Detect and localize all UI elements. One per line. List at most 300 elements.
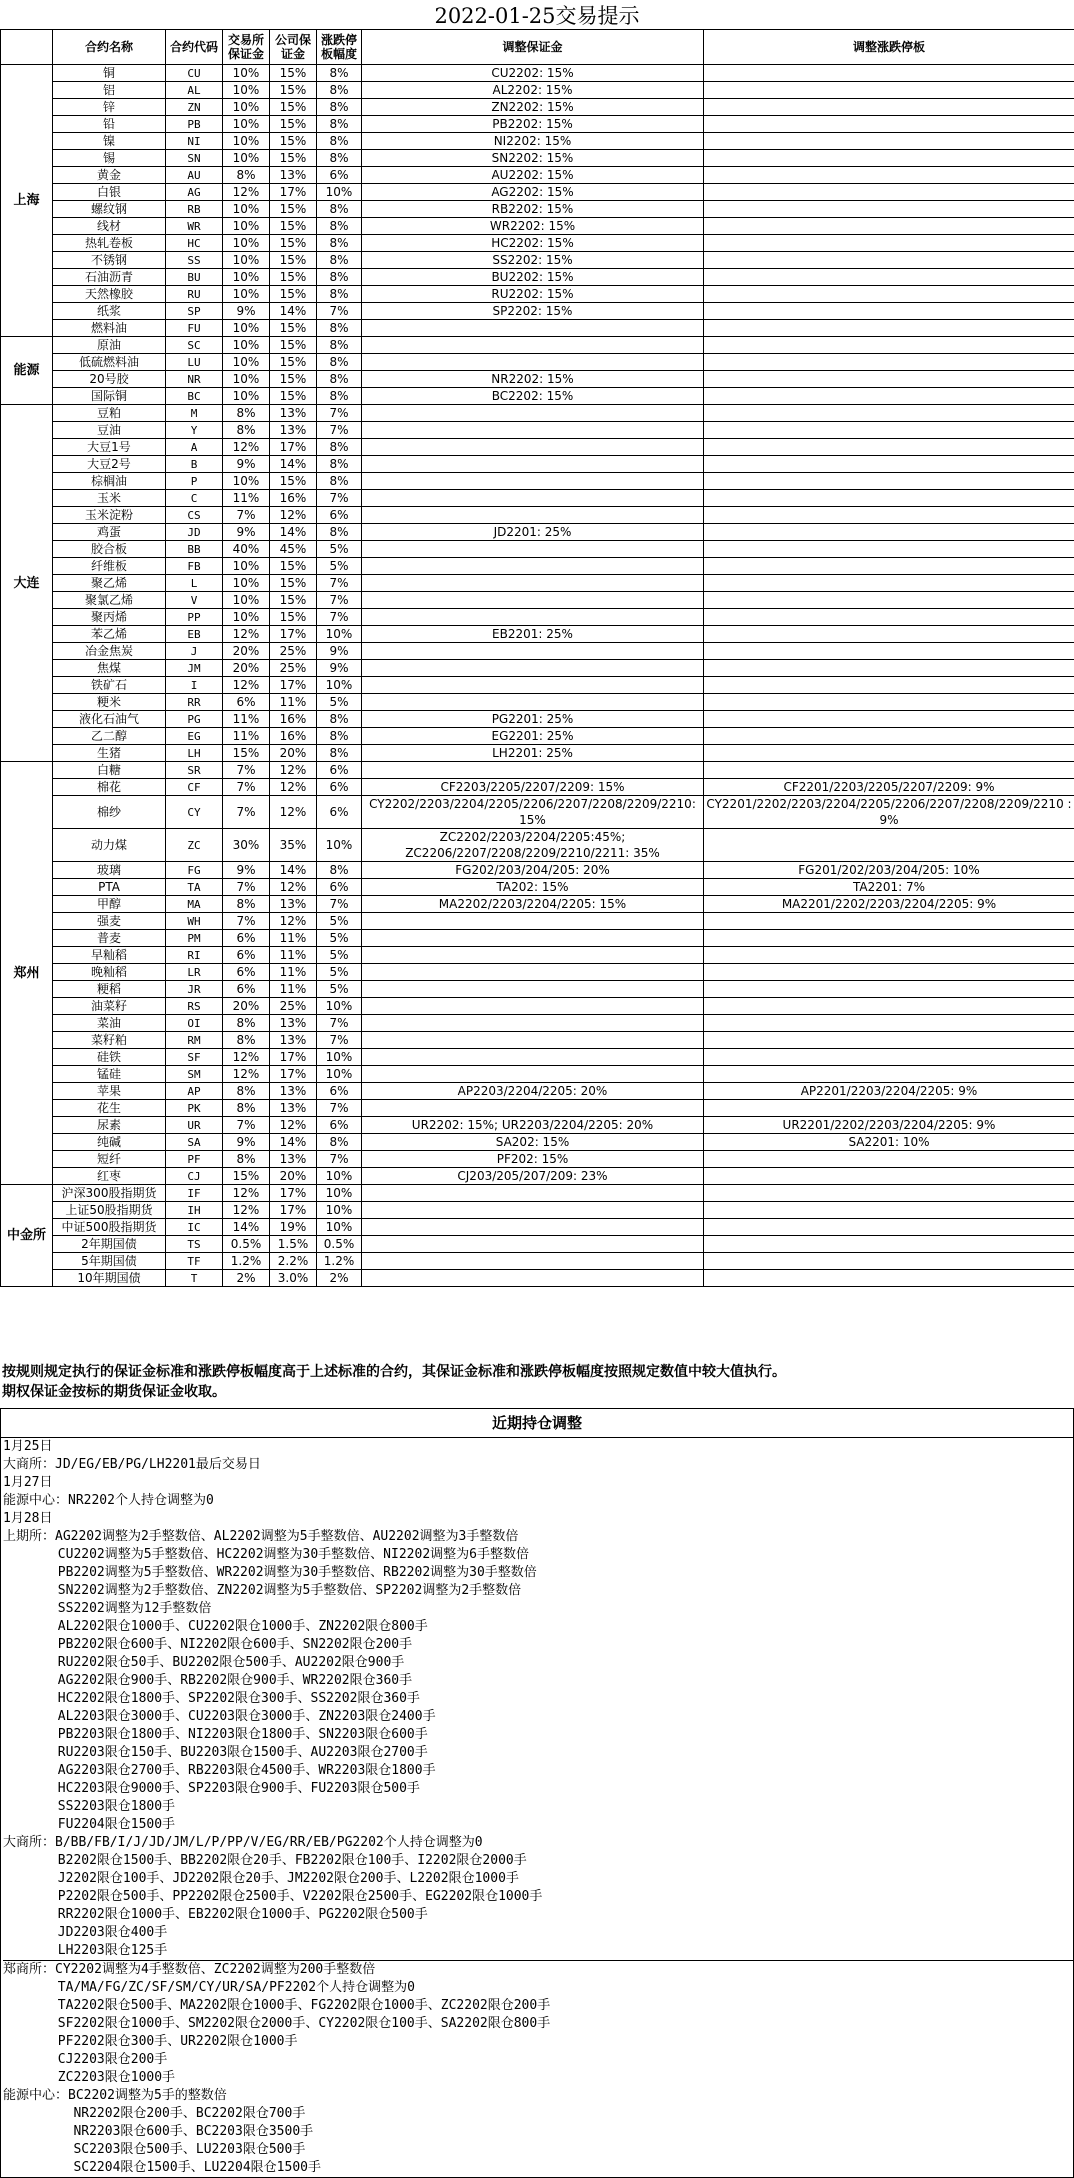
table-header-row <box>1 30 1074 65</box>
price-limit: 7% <box>317 422 362 439</box>
adjust-margin <box>362 998 704 1015</box>
contract-name: 天然橡胶 <box>53 286 166 303</box>
adjust-limit <box>704 964 1074 981</box>
adjust-limit <box>704 660 1074 677</box>
adjust-limit <box>704 694 1074 711</box>
contract-name: 大豆1号 <box>53 439 166 456</box>
table-row <box>1 728 1074 745</box>
exchange-margin: 7% <box>223 913 270 930</box>
table-row <box>1 371 1074 388</box>
table-row <box>1 643 1074 660</box>
contract-code: OI <box>166 1015 223 1032</box>
adjust-limit: CF2201/2203/2205/2207/2209: 9% <box>704 779 1074 796</box>
recent-line: HC2202限仓1800手、SP2202限仓300手、SS2202限仓360手 <box>3 1691 420 1706</box>
price-limit: 5% <box>317 541 362 558</box>
table-row <box>1 1032 1074 1049</box>
adjust-margin <box>362 677 704 694</box>
recent-section-title: 近期持仓调整 <box>1 1409 1073 1438</box>
recent-line: J2202限仓100手、JD2202限仓20手、JM2202限仓200手、L2202限仓1000手 <box>3 1871 519 1886</box>
adjust-margin <box>362 609 704 626</box>
adjust-margin: CJ203/205/207/209: 23% <box>362 1168 704 1185</box>
contract-code: SN <box>166 150 223 167</box>
price-limit: 8% <box>317 456 362 473</box>
adjust-limit <box>704 829 1074 862</box>
adjust-limit <box>704 82 1074 99</box>
adjust-margin: BU2202: 15% <box>362 269 704 286</box>
exchange-margin: 12% <box>223 184 270 201</box>
contract-code: RI <box>166 947 223 964</box>
adjust-margin <box>362 1219 704 1236</box>
adjust-margin: WR2202: 15% <box>362 218 704 235</box>
company-margin: 12% <box>270 879 317 896</box>
table-row <box>1 879 1074 896</box>
header-exchange-margin: 交易所保证金 <box>223 30 270 65</box>
price-limit: 8% <box>317 473 362 490</box>
adjust-margin <box>362 422 704 439</box>
adjust-margin <box>362 1185 704 1202</box>
exchange-margin: 15% <box>223 745 270 762</box>
price-limit: 8% <box>317 150 362 167</box>
recent-line: PF2202限仓300手、UR2202限仓1000手 <box>3 2034 298 2049</box>
recent-line: SN2202调整为2手整数倍、ZN2202调整为5手整数倍、SP2202调整为2手整数倍 <box>3 1583 522 1598</box>
recent-line: SC2204限仓1500手、LU2204限仓1500手 <box>3 2160 321 2175</box>
contract-code: B <box>166 456 223 473</box>
price-limit: 8% <box>317 99 362 116</box>
contract-code: NR <box>166 371 223 388</box>
table-row <box>1 1236 1074 1253</box>
table-row <box>1 388 1074 405</box>
contract-code: IH <box>166 1202 223 1219</box>
adjust-limit <box>704 490 1074 507</box>
recent-line: B2202限仓1500手、BB2202限仓20手、FB2202限仓100手、I2202限仓2000手 <box>3 1853 527 1868</box>
exchange-margin: 10% <box>223 354 270 371</box>
recent-line: LH2203限仓125手 <box>3 1943 168 1958</box>
contract-name: 5年期国债 <box>53 1253 166 1270</box>
table-row <box>1 1066 1074 1083</box>
exchange-margin: 10% <box>223 388 270 405</box>
exchange-margin: 10% <box>223 371 270 388</box>
table-row <box>1 167 1074 184</box>
contract-name: 石油沥青 <box>53 269 166 286</box>
contract-code: FU <box>166 320 223 337</box>
table-row <box>1 252 1074 269</box>
table-row <box>1 405 1074 422</box>
contract-name: 硅铁 <box>53 1049 166 1066</box>
contract-name: 铅 <box>53 116 166 133</box>
adjust-limit: MA2201/2202/2203/2204/2205: 9% <box>704 896 1074 913</box>
contract-code: BC <box>166 388 223 405</box>
table-row <box>1 694 1074 711</box>
adjust-limit <box>704 1015 1074 1032</box>
adjust-limit <box>704 1185 1074 1202</box>
price-limit: 5% <box>317 558 362 575</box>
adjust-margin: AL2202: 15% <box>362 82 704 99</box>
contract-name: 中证500股指期货 <box>53 1219 166 1236</box>
exchange-margin: 10% <box>223 558 270 575</box>
company-margin: 17% <box>270 1066 317 1083</box>
contract-name: 早籼稻 <box>53 947 166 964</box>
price-limit: 9% <box>317 643 362 660</box>
contract-code: CY <box>166 796 223 829</box>
contract-name: 苯乙烯 <box>53 626 166 643</box>
contract-name: 热轧卷板 <box>53 235 166 252</box>
adjust-margin: AU2202: 15% <box>362 167 704 184</box>
company-margin: 15% <box>270 201 317 218</box>
price-limit: 5% <box>317 694 362 711</box>
adjust-limit <box>704 150 1074 167</box>
company-margin: 1.5% <box>270 1236 317 1253</box>
contract-name: 甲醇 <box>53 896 166 913</box>
exchange-margin: 10% <box>223 473 270 490</box>
contract-name: 锰硅 <box>53 1066 166 1083</box>
exchange-margin: 10% <box>223 252 270 269</box>
adjust-margin <box>362 762 704 779</box>
company-margin: 15% <box>270 218 317 235</box>
company-margin: 13% <box>270 167 317 184</box>
exchange-margin: 6% <box>223 964 270 981</box>
contract-name: 菜油 <box>53 1015 166 1032</box>
adjust-margin <box>362 947 704 964</box>
exchange-margin: 8% <box>223 1100 270 1117</box>
company-margin: 14% <box>270 862 317 879</box>
exchange-margin: 12% <box>223 1202 270 1219</box>
table-row <box>1 320 1074 337</box>
adjust-margin <box>362 981 704 998</box>
adjust-limit <box>704 269 1074 286</box>
adjust-margin <box>362 541 704 558</box>
adjust-margin: CF2203/2205/2207/2209: 15% <box>362 779 704 796</box>
contract-code: AG <box>166 184 223 201</box>
exchange-name: 中金所 <box>1 1185 53 1287</box>
recent-line: SS2203限仓1800手 <box>3 1799 176 1814</box>
contract-name: 棉纱 <box>53 796 166 829</box>
adjust-limit <box>704 1100 1074 1117</box>
contract-name: 普麦 <box>53 930 166 947</box>
company-margin: 15% <box>270 337 317 354</box>
contract-name: 乙二醇 <box>53 728 166 745</box>
adjust-margin <box>362 558 704 575</box>
adjust-limit <box>704 541 1074 558</box>
price-limit: 7% <box>317 575 362 592</box>
exchange-margin: 12% <box>223 1066 270 1083</box>
adjust-margin <box>362 1202 704 1219</box>
table-row <box>1 541 1074 558</box>
recent-line: 能源中心：BC2202调整为5手的整数倍 <box>3 2088 227 2103</box>
contract-code: P <box>166 473 223 490</box>
price-limit: 6% <box>317 879 362 896</box>
exchange-name: 大连 <box>1 405 53 762</box>
company-margin: 15% <box>270 286 317 303</box>
contract-name: 棕榈油 <box>53 473 166 490</box>
contract-code: TF <box>166 1253 223 1270</box>
exchange-margin: 14% <box>223 1219 270 1236</box>
adjust-limit <box>704 1236 1074 1253</box>
contract-name: 国际铜 <box>53 388 166 405</box>
contract-code: LU <box>166 354 223 371</box>
contract-code: WH <box>166 913 223 930</box>
contract-code: V <box>166 592 223 609</box>
adjust-limit <box>704 930 1074 947</box>
adjust-margin <box>362 1236 704 1253</box>
adjust-margin <box>362 1066 704 1083</box>
price-limit: 10% <box>317 1185 362 1202</box>
recent-section-body <box>1 1438 1073 2177</box>
adjust-limit <box>704 981 1074 998</box>
exchange-margin: 11% <box>223 490 270 507</box>
table-row <box>1 235 1074 252</box>
adjust-limit <box>704 609 1074 626</box>
adjust-limit: CY2201/2202/2203/2204/2205/2206/2207/2208/2209/2210 : 9% <box>704 796 1074 829</box>
company-margin: 17% <box>270 1202 317 1219</box>
contract-name: 冶金焦炭 <box>53 643 166 660</box>
contract-name: 20号胶 <box>53 371 166 388</box>
price-limit: 5% <box>317 913 362 930</box>
contract-code: A <box>166 439 223 456</box>
contract-code: AL <box>166 82 223 99</box>
contract-code: IF <box>166 1185 223 1202</box>
price-limit: 7% <box>317 1032 362 1049</box>
adjust-limit: UR2201/2202/2203/2204/2205: 9% <box>704 1117 1074 1134</box>
adjust-margin <box>362 1270 704 1287</box>
table-row <box>1 947 1074 964</box>
exchange-margin: 10% <box>223 320 270 337</box>
company-margin: 11% <box>270 694 317 711</box>
exchange-margin: 1.2% <box>223 1253 270 1270</box>
table-row <box>1 896 1074 913</box>
exchange-margin: 10% <box>223 116 270 133</box>
exchange-margin: 10% <box>223 99 270 116</box>
contract-code: PK <box>166 1100 223 1117</box>
adjust-margin <box>362 1253 704 1270</box>
contract-name: 燃料油 <box>53 320 166 337</box>
price-limit: 6% <box>317 167 362 184</box>
recent-line: RR2202限仓1000手、EB2202限仓1000手、PG2202限仓500手 <box>3 1907 428 1922</box>
contract-code: EG <box>166 728 223 745</box>
company-margin: 15% <box>270 320 317 337</box>
table-row <box>1 65 1074 82</box>
price-limit: 6% <box>317 1083 362 1100</box>
exchange-margin: 8% <box>223 1032 270 1049</box>
recent-line: ZC2203限仓1000手 <box>3 2070 176 2085</box>
price-limit: 7% <box>317 303 362 320</box>
contract-code: SC <box>166 337 223 354</box>
recent-line: SS2202调整为12手整数倍 <box>3 1601 212 1616</box>
price-limit: 10% <box>317 829 362 862</box>
table-row <box>1 1049 1074 1066</box>
company-margin: 15% <box>270 388 317 405</box>
recent-line: SC2203限仓500手、LU2203限仓500手 <box>3 2142 306 2157</box>
exchange-margin: 6% <box>223 694 270 711</box>
adjust-margin <box>362 1049 704 1066</box>
contract-code: UR <box>166 1117 223 1134</box>
price-limit: 8% <box>317 320 362 337</box>
contract-code: CJ <box>166 1168 223 1185</box>
adjust-margin <box>362 1032 704 1049</box>
table-row <box>1 422 1074 439</box>
table-row <box>1 829 1074 862</box>
adjust-limit <box>704 728 1074 745</box>
price-limit: 7% <box>317 896 362 913</box>
recent-line: AG2203限仓2700手、RB2203限仓4500手、WR2203限仓1800手 <box>3 1763 436 1778</box>
price-limit: 8% <box>317 1134 362 1151</box>
company-margin: 17% <box>270 1049 317 1066</box>
table-row <box>1 592 1074 609</box>
contract-name: 苹果 <box>53 1083 166 1100</box>
price-limit: 8% <box>317 82 362 99</box>
contract-code: ZC <box>166 829 223 862</box>
contract-code: PP <box>166 609 223 626</box>
adjust-limit <box>704 711 1074 728</box>
price-limit: 8% <box>317 439 362 456</box>
adjust-limit <box>704 1168 1074 1185</box>
table-row <box>1 439 1074 456</box>
table-row <box>1 626 1074 643</box>
price-limit: 10% <box>317 1066 362 1083</box>
exchange-margin: 8% <box>223 1083 270 1100</box>
adjust-margin <box>362 490 704 507</box>
contract-name: 铜 <box>53 65 166 82</box>
recent-line: 上期所：AG2202调整为2手整数倍、AL2202调整为5手整数倍、AU2202调整为3手整数倍 <box>3 1529 519 1544</box>
contract-name: 油菜籽 <box>53 998 166 1015</box>
recent-line: 能源中心：NR2202个人持仓调整为0 <box>3 1493 214 1508</box>
table-row <box>1 1117 1074 1134</box>
adjust-limit <box>704 745 1074 762</box>
price-limit: 10% <box>317 184 362 201</box>
company-margin: 15% <box>270 116 317 133</box>
price-limit: 5% <box>317 981 362 998</box>
recent-line: NR2203限仓600手、BC2203限仓3500手 <box>3 2124 314 2139</box>
adjust-margin <box>362 930 704 947</box>
adjust-limit <box>704 947 1074 964</box>
adjust-margin: ZC2202/2203/2204/2205:45%; ZC2206/2207/2208/2209/2210/2211: 35% <box>362 829 704 862</box>
contract-name: 纸浆 <box>53 303 166 320</box>
adjust-limit <box>704 167 1074 184</box>
table-row <box>1 762 1074 779</box>
price-limit: 0.5% <box>317 1236 362 1253</box>
adjust-limit <box>704 405 1074 422</box>
contract-code: EB <box>166 626 223 643</box>
adjust-margin: EB2201: 25% <box>362 626 704 643</box>
adjust-limit <box>704 643 1074 660</box>
contract-name: 粳米 <box>53 694 166 711</box>
contract-name: 线材 <box>53 218 166 235</box>
company-margin: 11% <box>270 947 317 964</box>
company-margin: 13% <box>270 1151 317 1168</box>
contract-code: J <box>166 643 223 660</box>
adjust-margin: NR2202: 15% <box>362 371 704 388</box>
contract-code: SR <box>166 762 223 779</box>
contract-code: RS <box>166 998 223 1015</box>
table-row <box>1 779 1074 796</box>
contract-name: 原油 <box>53 337 166 354</box>
price-limit: 10% <box>317 1219 362 1236</box>
adjust-limit <box>704 286 1074 303</box>
exchange-margin: 2% <box>223 1270 270 1287</box>
price-limit: 7% <box>317 1151 362 1168</box>
table-row <box>1 913 1074 930</box>
contract-code: MA <box>166 896 223 913</box>
adjust-margin <box>362 694 704 711</box>
price-limit: 8% <box>317 745 362 762</box>
table-row <box>1 1083 1074 1100</box>
note-line: 期权保证金按标的期货保证金收取。 <box>2 1384 226 1400</box>
header-exchange <box>1 30 53 65</box>
adjust-margin: PB2202: 15% <box>362 116 704 133</box>
contract-name: 螺纹钢 <box>53 201 166 218</box>
contract-code: JM <box>166 660 223 677</box>
contract-code: SP <box>166 303 223 320</box>
company-margin: 35% <box>270 829 317 862</box>
company-margin: 19% <box>270 1219 317 1236</box>
table-row <box>1 1270 1074 1287</box>
contract-name: 白糖 <box>53 762 166 779</box>
table-row <box>1 1151 1074 1168</box>
adjust-limit <box>704 507 1074 524</box>
exchange-margin: 11% <box>223 711 270 728</box>
exchange-margin: 10% <box>223 592 270 609</box>
company-margin: 2.2% <box>270 1253 317 1270</box>
contract-code: ZN <box>166 99 223 116</box>
recent-line: RU2203限仓150手、BU2203限仓1500手、AU2203限仓2700手 <box>3 1745 428 1760</box>
exchange-margin: 10% <box>223 82 270 99</box>
table-row <box>1 1168 1074 1185</box>
contract-code: SS <box>166 252 223 269</box>
contract-name: 纤维板 <box>53 558 166 575</box>
adjust-margin: PG2201: 25% <box>362 711 704 728</box>
company-margin: 17% <box>270 1185 317 1202</box>
contract-code: FB <box>166 558 223 575</box>
company-margin: 16% <box>270 728 317 745</box>
adjust-limit <box>704 371 1074 388</box>
adjust-limit <box>704 456 1074 473</box>
recent-line: AL2202限仓1000手、CU2202限仓1000手、ZN2202限仓800手 <box>3 1619 428 1634</box>
exchange-margin: 8% <box>223 1151 270 1168</box>
price-limit: 8% <box>317 524 362 541</box>
price-limit: 5% <box>317 930 362 947</box>
price-limit: 6% <box>317 762 362 779</box>
table-row <box>1 456 1074 473</box>
table-row <box>1 796 1074 829</box>
price-limit: 8% <box>317 65 362 82</box>
contract-name: 上证50股指期货 <box>53 1202 166 1219</box>
recent-line: AG2202限仓900手、RB2202限仓900手、WR2202限仓360手 <box>3 1673 413 1688</box>
price-limit: 8% <box>317 862 362 879</box>
adjust-margin: AG2202: 15% <box>362 184 704 201</box>
contract-name: 动力煤 <box>53 829 166 862</box>
exchange-margin: 10% <box>223 337 270 354</box>
contract-code: CU <box>166 65 223 82</box>
adjust-margin: AP2203/2204/2205: 20% <box>362 1083 704 1100</box>
contract-code: JD <box>166 524 223 541</box>
price-limit: 8% <box>317 337 362 354</box>
company-margin: 17% <box>270 677 317 694</box>
price-limit: 8% <box>317 388 362 405</box>
adjust-limit: AP2201/2203/2204/2205: 9% <box>704 1083 1074 1100</box>
contract-name: 沪深300股指期货 <box>53 1185 166 1202</box>
adjust-limit: TA2201: 7% <box>704 879 1074 896</box>
header-contract-code: 合约代码 <box>166 30 223 65</box>
exchange-margin: 9% <box>223 862 270 879</box>
company-margin: 15% <box>270 473 317 490</box>
table-row <box>1 862 1074 879</box>
price-limit: 8% <box>317 269 362 286</box>
exchange-margin: 20% <box>223 643 270 660</box>
table-row <box>1 575 1074 592</box>
exchange-margin: 10% <box>223 575 270 592</box>
table-row <box>1 981 1074 998</box>
recent-line: TA/MA/FG/ZC/SF/SM/CY/UR/SA/PF2202个人持仓调整为0 <box>3 1980 415 1995</box>
company-margin: 15% <box>270 269 317 286</box>
